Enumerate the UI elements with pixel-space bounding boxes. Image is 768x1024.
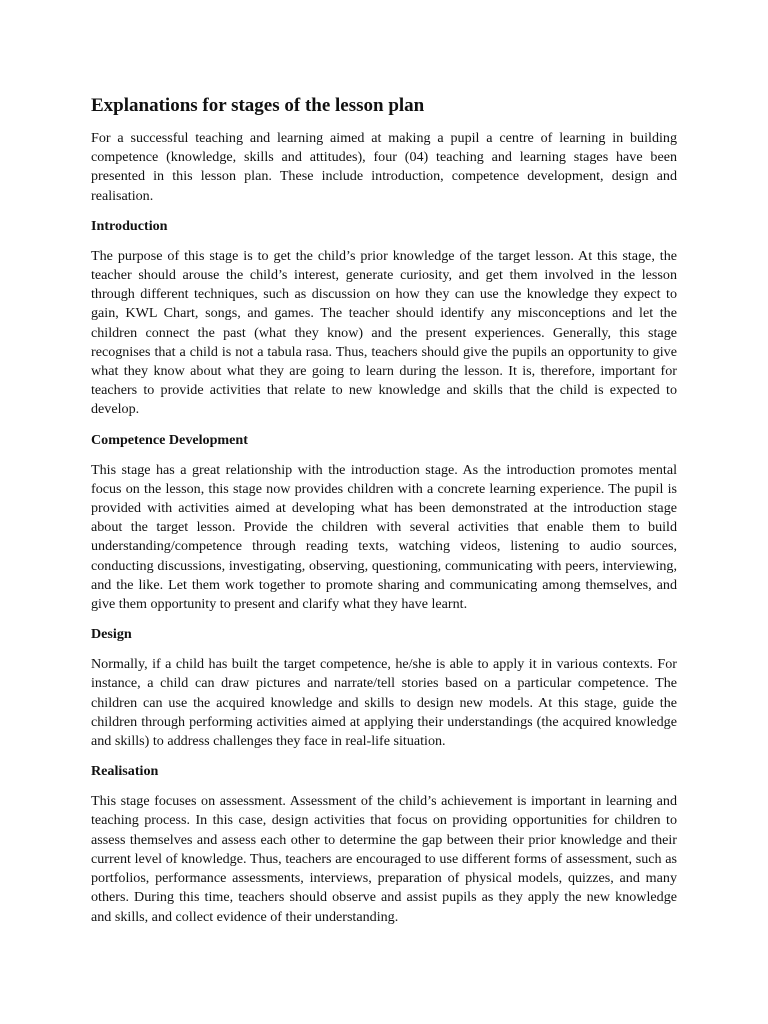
section-heading-competence-development: Competence Development — [91, 431, 248, 448]
section-heading-realisation: Realisation — [91, 763, 159, 780]
document-page — [91, 94, 677, 938]
section-body-introduction: The purpose of this stage is to get the child’s prior knowledge of the target lesson. At this stage, the teacher should arouse the child’s interest, generate curiosity, and get them involved in the lesson through different techniques, such as discussion on how they can use the knowledge they expect to gain, KWL Chart, songs, and games. The teacher should identify any misconceptions and let the children connect the past (what they know) and the present experiences. Generally, this stage recognises that a child is not a tabula rasa. Thus, teachers should give the pupils an opportunity to give what they know about what they are going to learn during the lesson. It is, therefore, important for teachers to provide activities that relate to new knowledge and skills that the child is expected to develop. — [91, 247, 677, 418]
section-heading-design: Design — [91, 626, 132, 643]
intro-paragraph: For a successful teaching and learning aimed at making a pupil a centre of learning in building competence (knowledge, skills and attitudes), four (04) teaching and learning stages have been presented in this lesson plan. These include introduction, competence development, design and realisation. — [91, 130, 677, 204]
section-body-design: Normally, if a child has built the target competence, he/she is able to apply it in various contexts. For instance, a child can draw pictures and narrate/tell stories based on a particular competence. The children can use the acquired knowledge and skills to design new models. At this stage, guide the children through performing activities aimed at applying their understandings (the acquired knowledge and skills) to address challenges they face in real-life situation. — [91, 656, 677, 750]
document-title: Explanations for stages of the lesson plan — [91, 95, 425, 116]
section-body-competence-development: This stage has a great relationship with the introduction stage. As the introduction promotes mental focus on the lesson, this stage now provides children with a concrete learning experience. The pupil is provided with activities aimed at developing what has been demonstrated at the introduction stage about the target lesson. Provide the children with several activities that enable them to build understanding/competence through reading texts, watching videos, listening to audio sources, conducting discussions, investigating, observing, questioning, communicating with peers, interviewing, and the like. Let them work together to promote sharing and communicating among themselves, and give them opportunity to present and clarify what they have learnt. — [91, 461, 677, 613]
section-body-realisation: This stage focuses on assessment. Assessment of the child’s achievement is important in learning and teaching process. In this case, design activities that focus on providing opportunities for children to assess themselves and assess each other to determine the gap between their prior knowledge and their current level of knowledge. Thus, teachers are encouraged to use different forms of assessment, such as portfolios, performance assessments, interviews, preparation of physical models, quizzes, and many others. During this time, teachers should observe and assist pupils as they apply the new knowledge and skills, and collect evidence of their understanding. — [91, 793, 677, 925]
section-heading-introduction: Introduction — [91, 217, 168, 234]
